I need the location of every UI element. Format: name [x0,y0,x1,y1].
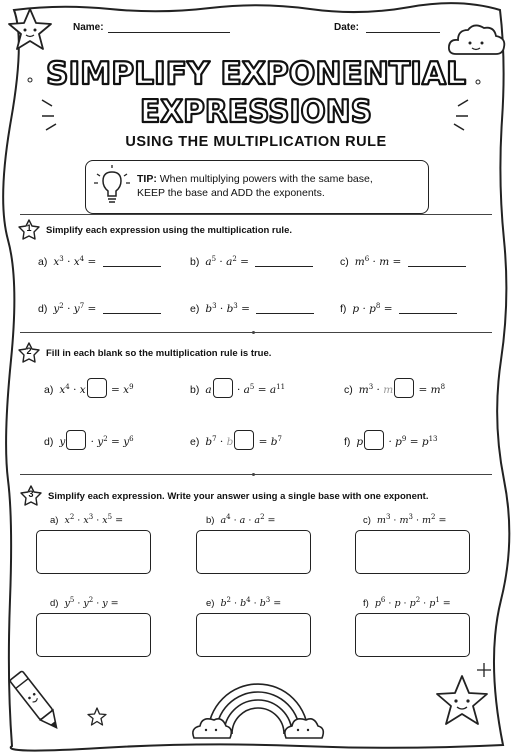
answer-blank[interactable] [103,312,161,314]
section-2-instruction: Fill in each blank so the multiplication rule is true. [46,348,272,359]
answer-box-3b[interactable] [196,530,311,574]
problem-3b: b) $a^4 \cdot a \cdot a^2$ = [206,513,276,526]
problem-3e: e) $b^2 \cdot b^4 \cdot b^3$ = [206,596,282,609]
lightbulb-icon [92,164,132,208]
sparkle-icon [476,662,492,678]
problem-2a: a) $x^4 \cdot x = x^9$ [44,378,134,398]
section-3-badge: 3 [20,485,42,507]
problem-3a: a) $x^2 \cdot x^3 \cdot x^5$ = [50,513,124,526]
exponent-slot[interactable] [394,378,414,398]
problem-1a: a) $x^3 \cdot x^4$ = [38,256,161,268]
problem-3f: f) $p^6 \cdot p \cdot p^2 \cdot p^1$ = [363,596,451,609]
divider [20,474,492,475]
problem-2f: f) $p \cdot p^9 = p^{13}$ [344,430,438,450]
answer-blank[interactable] [399,312,457,314]
section-1-badge: 1 [18,219,40,241]
small-star-icon [86,706,108,728]
exponent-slot[interactable] [87,378,107,398]
exponent-slot[interactable] [213,378,233,398]
problem-1b: b) $a^5 \cdot a^2$ = [190,256,313,268]
problem-2c: c) $m^3 \cdot m = m^8$ [344,378,445,398]
answer-blank[interactable] [103,265,161,267]
answer-box-3f[interactable] [355,613,470,657]
divider [20,214,492,215]
answer-box-3a[interactable] [36,530,151,574]
problem-1d: d) $y^2 \cdot y^7$ = [38,303,161,315]
name-label: Name: [73,22,104,33]
section-1-instruction: Simplify each expression using the multiplication rule. [46,225,292,236]
exponent-slot[interactable] [234,430,254,450]
divider [20,332,492,333]
date-label: Date: [334,22,360,33]
answer-box-3c[interactable] [355,530,470,574]
tip-label: TIP: [137,173,157,185]
exponent-slot[interactable] [364,430,384,450]
pencil-icon [8,664,68,744]
answer-blank[interactable] [256,312,314,314]
answer-blank[interactable] [255,265,313,267]
problem-1c: c) $m^6 \cdot m$ = [340,256,466,268]
problem-2d: d) $y \cdot y^2 = y^6$ [44,430,134,450]
answer-blank[interactable] [408,265,466,267]
problem-2b: b) $a \cdot a^5 = a^{11}$ [190,378,285,398]
section-3-instruction: Simplify each expression. Write your answer using a single base with one exponent. [48,491,429,502]
problem-3c: c) $m^3 \cdot m^3 \cdot m^2$ = [363,513,447,526]
answer-box-3d[interactable] [36,613,151,657]
answer-box-3e[interactable] [196,613,311,657]
exponent-slot[interactable] [66,430,86,450]
tip-line-1: When multiplying powers with the same base, [159,173,373,185]
tip-line-2: KEEP the base and ADD the exponents. [137,187,325,199]
problem-2e: e) $b^7 \cdot b = b^7$ [190,430,282,450]
tip-text [137,172,427,200]
rainbow-icon [188,672,328,742]
section-2-badge: 2 [18,342,40,364]
problem-1f: f) $p \cdot p^8$ = [340,303,457,315]
problem-3d: d) $y^5 \cdot y^2 \cdot y$ = [50,596,119,609]
smiling-star-icon [432,672,492,732]
problem-1e: e) $b^3 \cdot b^3$ = [190,303,314,315]
title-line-1: SIMPLIFY EXPONENTIAL [46,56,466,92]
worksheet-title [0,0,512,135]
subtitle: USING THE MULTIPLICATION RULE [125,134,387,150]
title-line-2: EXPRESSIONS [140,94,372,130]
